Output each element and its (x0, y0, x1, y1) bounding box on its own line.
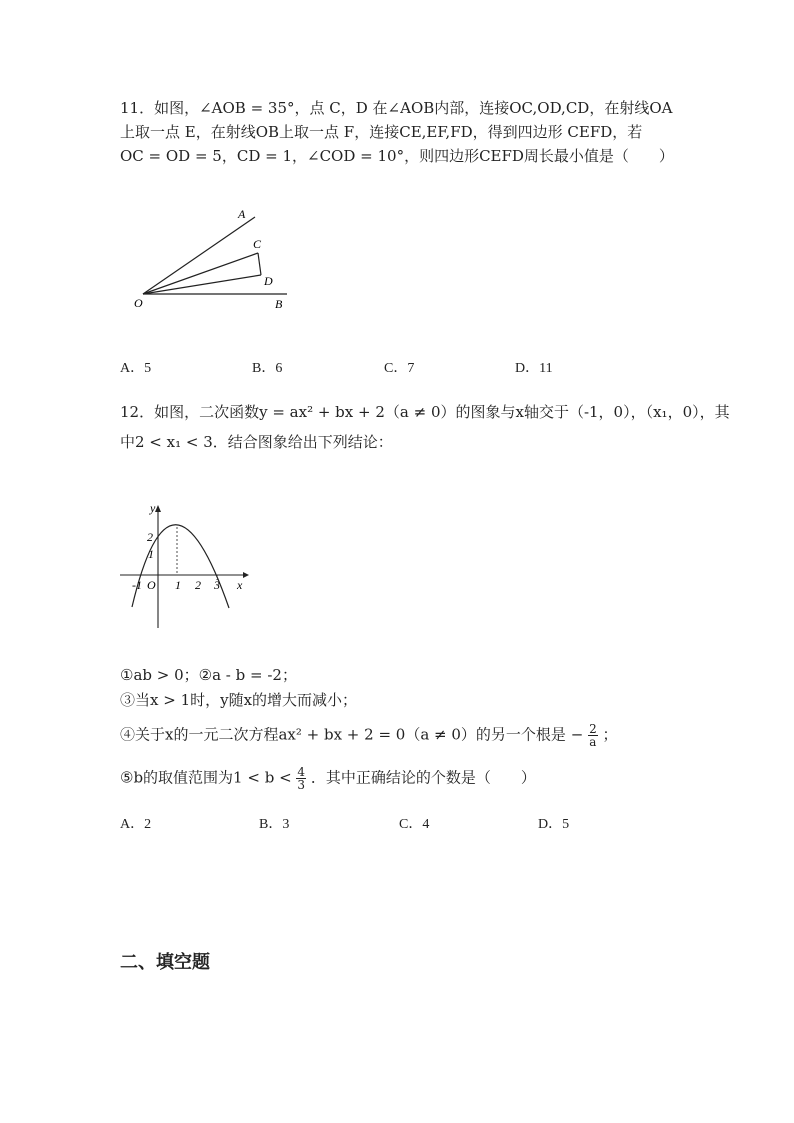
q12-conclusion-3: ③当x > 1时，y随x的增大而减小； (120, 691, 358, 709)
fraction-numerator: 4 (297, 765, 306, 779)
ray-oa (143, 217, 255, 294)
q12-choice-a[interactable]: A．2 (120, 817, 152, 832)
segment-oc (143, 253, 258, 294)
x-tick-2: 2 (195, 578, 201, 592)
fraction-denominator: a (589, 735, 597, 749)
q12-line-1: 12．如图，二次函数y = ax² + bx + 2（a ≠ 0）的图象与x轴交于（-1，0），（x₁，0），其 (120, 403, 730, 421)
x-tick-neg1: -1 (132, 578, 142, 592)
q11-choice-b[interactable]: B．6 (252, 361, 283, 376)
x-axis-label: x (237, 578, 243, 592)
q11-line-2: 上取一点 E，在射线OB上取一点 F，连接CE,EF,FD，得到四边形 CEFD，若 (120, 123, 643, 141)
q12-line-2: 中2 < x₁ < 3．结合图象给出下列结论： (120, 433, 393, 451)
q12-conclusion-5-end: ．其中正确结论的个数是（ ） (310, 768, 536, 787)
segment-cd (258, 253, 261, 275)
q11-choice-d[interactable]: D．11 (515, 361, 553, 376)
x-tick-3: 3 (214, 578, 220, 592)
q11-line-1: 11．如图，∠AOB = 35°，点 C，D 在∠AOB内部，连接OC,OD,CD，在射线OA (120, 99, 673, 117)
y-tick-2: 2 (147, 530, 153, 544)
label-o: O (134, 296, 143, 310)
origin-label: O (147, 578, 156, 592)
x-axis-arrow (243, 572, 249, 578)
segment-od (143, 275, 261, 294)
y-tick-1: 1 (148, 547, 154, 561)
q12-conclusion-4-text: ④关于x的一元二次方程ax² + bx + 2 = 0（a ≠ 0）的另一个根是 − (120, 725, 584, 744)
q12-conclusion-5-text: ⑤b的取值范围为1 < b < (120, 768, 292, 787)
label-a: A (238, 207, 246, 221)
y-axis-label: y (150, 501, 156, 515)
q12-choice-d[interactable]: D．5 (538, 817, 570, 832)
fraction-2-over-a (588, 723, 598, 748)
section-title: 二、填空题 (120, 952, 210, 973)
q12-parabola-graph (115, 500, 255, 635)
q11-choice-a[interactable]: A．5 (120, 361, 152, 376)
fraction-denominator: 3 (297, 778, 306, 792)
q12-conclusion-4 (120, 723, 618, 748)
y-axis-arrow (155, 505, 161, 512)
q11-choice-c[interactable]: C．7 (384, 361, 415, 376)
fraction-4-over-3 (296, 766, 306, 791)
label-d: D (264, 274, 273, 288)
q11-line-3: OC = OD = 5，CD = 1，∠COD = 10°，则四边形CEFD周长最小值是（ ） (120, 147, 674, 165)
q12-conclusion-4-end: ； (602, 725, 618, 744)
x-tick-1: 1 (175, 578, 181, 592)
label-b: B (275, 297, 283, 311)
fraction-numerator: 2 (589, 722, 597, 736)
q12-conclusion-1-2: ①ab > 0；②a - b = -2； (120, 666, 297, 684)
q12-conclusion-5 (120, 766, 536, 791)
q11-angle-figure (125, 200, 305, 320)
q12-choice-b[interactable]: B．3 (259, 817, 290, 832)
q12-choice-c[interactable]: C．4 (399, 817, 430, 832)
label-c: C (253, 237, 262, 251)
